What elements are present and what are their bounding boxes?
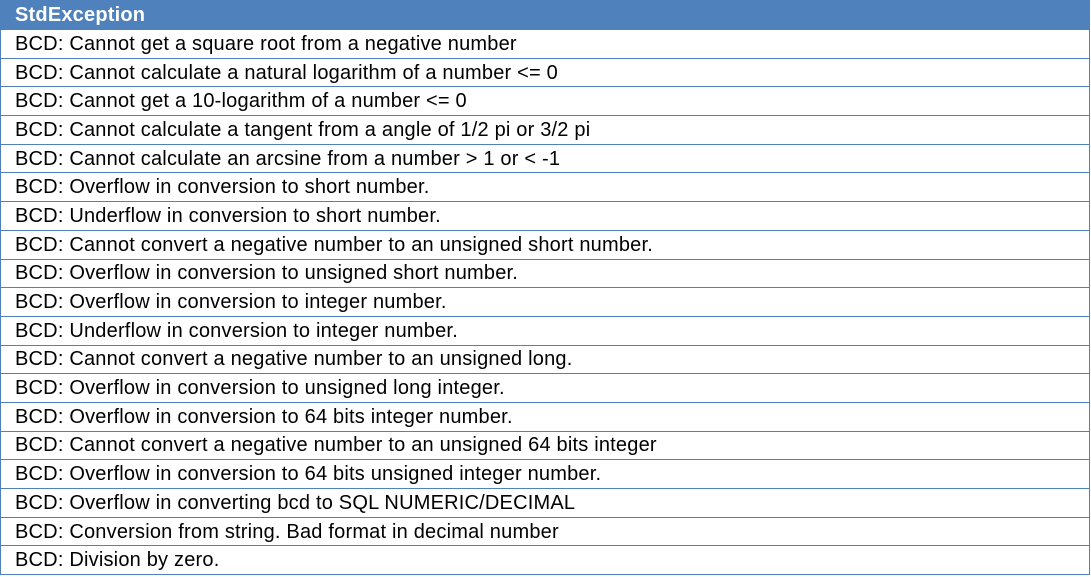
table-row [1, 173, 1090, 202]
table-row [1, 202, 1090, 231]
table-row [1, 30, 1090, 59]
table-cell: BCD: Conversion from string. Bad format in decimal number [1, 517, 1090, 546]
table-cell: BCD: Underflow in conversion to short number. [1, 202, 1090, 231]
table-cell: BCD: Cannot calculate an arcsine from a number > 1 or < -1 [1, 144, 1090, 173]
table-header: StdException [1, 1, 1090, 30]
table-header-row [1, 1, 1090, 30]
table-cell: BCD: Underflow in conversion to integer number. [1, 316, 1090, 345]
table-cell: BCD: Overflow in conversion to 64 bits unsigned integer number. [1, 460, 1090, 489]
table-row [1, 374, 1090, 403]
table-cell: BCD: Cannot convert a negative number to an unsigned short number. [1, 230, 1090, 259]
table-row [1, 517, 1090, 546]
table-cell: BCD: Overflow in conversion to 64 bits integer number. [1, 402, 1090, 431]
table-row [1, 230, 1090, 259]
table-cell: BCD: Cannot get a 10-logarithm of a number <= 0 [1, 87, 1090, 116]
table-row [1, 402, 1090, 431]
table-row [1, 58, 1090, 87]
table-cell: BCD: Overflow in converting bcd to SQL NUMERIC/DECIMAL [1, 489, 1090, 518]
table-cell: BCD: Overflow in conversion to short number. [1, 173, 1090, 202]
table-row [1, 259, 1090, 288]
table-cell: BCD: Overflow in conversion to integer number. [1, 288, 1090, 317]
table-cell: BCD: Overflow in conversion to unsigned long integer. [1, 374, 1090, 403]
table-row [1, 144, 1090, 173]
table-row [1, 316, 1090, 345]
table-cell: BCD: Cannot convert a negative number to an unsigned 64 bits integer [1, 431, 1090, 460]
table-row [1, 116, 1090, 145]
table-row [1, 489, 1090, 518]
table-cell: BCD: Overflow in conversion to unsigned short number. [1, 259, 1090, 288]
table-cell: BCD: Cannot convert a negative number to an unsigned long. [1, 345, 1090, 374]
table-cell: BCD: Cannot get a square root from a negative number [1, 30, 1090, 59]
table-row [1, 288, 1090, 317]
table-row [1, 460, 1090, 489]
table-row [1, 431, 1090, 460]
table-cell: BCD: Cannot calculate a natural logarithm of a number <= 0 [1, 58, 1090, 87]
table-row [1, 345, 1090, 374]
table-row [1, 87, 1090, 116]
table-cell: BCD: Cannot calculate a tangent from a angle of 1/2 pi or 3/2 pi [1, 116, 1090, 145]
table-cell: BCD: Division by zero. [1, 546, 1090, 575]
table-row [1, 546, 1090, 575]
